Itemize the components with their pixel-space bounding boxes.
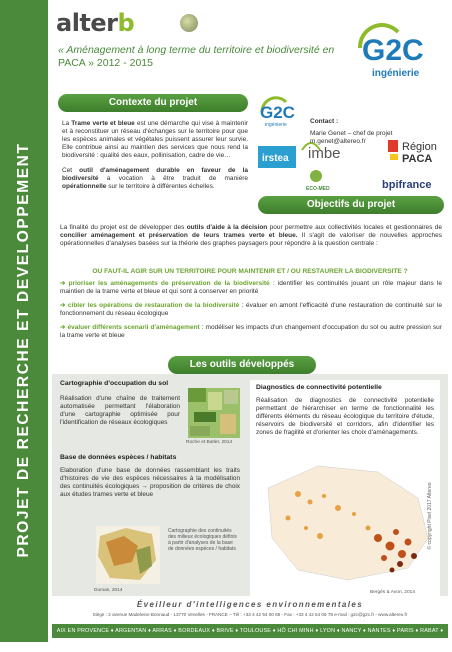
sidebar-band — [0, 0, 48, 642]
footer-tagline: Éveilleur d'intelligences environnementales — [136, 600, 364, 609]
contexte-text: La Trame verte et bleue est une démarche qui vise à maintenir et à reconstituer un réseau d'échanges sur le territoire pour que les espèces animales et végétales puissent assurer leur survie. Elle contribue ainsi au maintien des services que nous rend la biodiversité : qualité des eaux, pollinisation, cadre de vie… Cet outil d'aménagement durable en faveur de la biodiversité a vocation à être traduit de manière opérationnelle sur le territoire à différentes échelles. — [62, 120, 249, 190]
contact-email[interactable]: m.genet@altereo.fr — [310, 138, 366, 145]
ecomed-logo — [306, 170, 330, 192]
card3-caption: Cartographie des continuités des milieux écologiques définis à partir d'analyses de la base de données espèces / habitats — [168, 528, 237, 552]
irstea-logo — [258, 146, 296, 168]
svg-text:G2C: G2C — [260, 103, 295, 122]
g2c-logo-text: G2C — [362, 34, 424, 67]
central-question: OU FAUT-IL AGIR SUR UN TERRITOIRE POUR MAINTENIR ET / OU RESTAURER LA BIODIVERSITE ? — [92, 268, 408, 275]
page-title: « Aménagement à long terme du territoire et biodiversité en PACA » 2012 - 2015 — [58, 44, 335, 69]
svg-text:ingénierie: ingénierie — [265, 122, 287, 128]
g2c-logo — [354, 18, 434, 80]
g2c-logo-sub: ingénierie — [372, 68, 420, 79]
sidebar-title: PROJET DE RECHERCHE ET DEVELOPPEMENT — [15, 142, 32, 558]
svg-text:bpifrance: bpifrance — [382, 179, 432, 191]
connectivity-map — [258, 458, 436, 588]
card-connectivite: Diagnostics de connectivité potentielle Réalisation de diagnostics de connectivité potentielle permettant de hiérarchiser en terme de fonctionnalité les différents éléments du réseau écologique du territoire d'étude, réservoirs de biodiversité et corridors, afin d'identifier les zones de fragilité et d'orienter les choix d'aménagements. — [250, 380, 440, 596]
footer-address: Siège : 2 avenue Madeleine Bonnaud - 13770 Venelles - FRANCE – Tél : +33 4 42 54 00 68 - Fax : +33 4 42 54 06 78 e-mail : g2c@g2c.fr - www.altereo.fr — [92, 612, 408, 617]
land-cover-map — [188, 388, 240, 438]
footer-cities: AIX EN PROVENCE ♦ ARGENTAN ♦ ARRAS ♦ BORDEAUX ♦ BRIVE ♦ TOULOUSE ♦ HÔ CHI MINH ♦ LYON ♦ NANCY ♦ NANTES ♦ PARIS ♦ RABAT ♦ ROUEN — [52, 624, 448, 638]
copyright-text: © copyright Pixel 2017 Altereo — [427, 482, 433, 550]
objectifs-text: La finalité du projet est de développer des outils d'aide à la décision pour permettre aux collectivités locales et gestionnaires de concilier aménagement et préservation de leurs trames verte et bleue. Il s'agit de valoriser de nouvelles approches opérationnelles d'analyses basées sur la théorie des graphes paysagers pour répondre à la question centrale : — [60, 224, 442, 247]
svg-text:ECO-MED: ECO-MED — [306, 186, 330, 192]
logo-text-b: b — [117, 9, 135, 37]
globe-icon — [180, 14, 198, 32]
arrow-icon: ➔ — [60, 302, 68, 309]
card3-source: Dumas, 2014 — [94, 588, 123, 593]
svg-text:irstea: irstea — [262, 153, 289, 164]
contact-label: Contact : — [310, 118, 339, 125]
habitat-map — [96, 526, 160, 584]
objectifs-bullets — [60, 280, 442, 346]
bullet-item: ➔ évaluer différents scenarii d'aménagement : modéliser les impacts d'un changement d'occupation du sol ou autre pression sur la trame verte et bleue — [60, 324, 442, 339]
bullet-item: ➔ prioriser les aménagements de préservation de la biodiversité : identifier les continuités jouant un rôle majeur dans le maintien de la trame verte et bleue et qui sont à conserver en priorité — [60, 280, 442, 295]
g2c-partner-logo — [260, 98, 295, 128]
card1-caption: Roche et Batlet, 2014 — [186, 440, 233, 445]
logo-text-alter: alter — [56, 9, 118, 37]
contexte-banner: Contexte du projet — [58, 94, 248, 112]
objectifs-banner: Objectifs du projet — [258, 196, 444, 214]
svg-text:Région: Région — [402, 141, 437, 153]
card-base-donnees: Base de données espèces / habitats Elaboration d'une base de données rassemblant les traits d'histoires de vie des espèces nécessaires à la modélisation des continuités écologiques → proposition de critères de choix aux études trames verte et bleue — [60, 454, 240, 498]
card2-caption: Bergès & Avon, 2014 — [370, 590, 415, 595]
arrow-icon: ➔ — [60, 324, 68, 331]
arrow-icon: ➔ — [60, 280, 69, 287]
bpifrance-logo — [382, 179, 432, 191]
alterbio-logo — [56, 8, 196, 38]
bullet-item: ➔ cibler les opérations de restauration de la biodiversité : évaluer en amont l'efficacité d'une restauration de continuité sur le fonctionnement du réseau écologique — [60, 302, 442, 317]
card-occupation-sol: Cartographie d'occupation du sol Réalisation d'une chaîne de traitement automatisée permettant l'élaboration d'une cartographie optimisée pour l'identification de réseaux écologiques — [60, 380, 180, 426]
contact-box — [310, 118, 444, 146]
svg-text:PACA: PACA — [402, 153, 433, 165]
contact-name: Marie Genet – chef de projet — [310, 130, 393, 137]
outils-banner: Les outils développés — [168, 356, 316, 374]
svg-text:imbe: imbe — [308, 145, 341, 162]
